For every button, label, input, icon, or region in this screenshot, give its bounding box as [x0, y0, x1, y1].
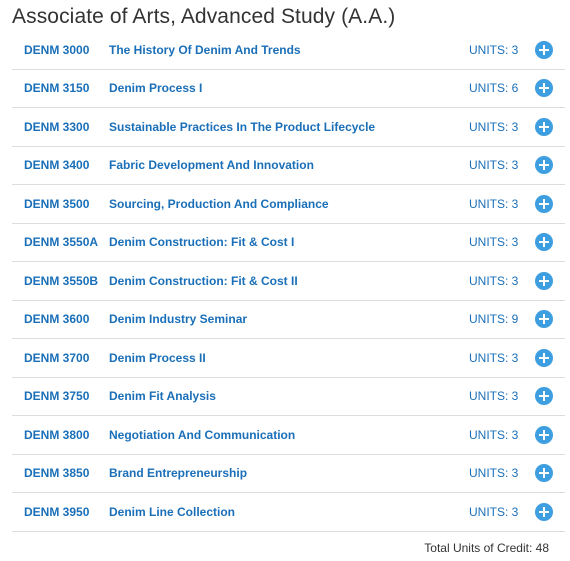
course-title-link[interactable]: Sustainable Practices In The Product Lifecycle	[109, 119, 376, 134]
course-units: UNITS: 6	[469, 81, 519, 96]
plus-circle-icon	[539, 122, 549, 132]
course-title-link[interactable]: Sourcing, Production And Compliance	[109, 196, 329, 211]
expand-course-button[interactable]	[535, 503, 553, 521]
course-code[interactable]: DENM 3150	[24, 81, 90, 96]
course-row[interactable]	[12, 108, 565, 147]
course-code[interactable]: DENM 3300	[24, 119, 90, 134]
course-row[interactable]	[12, 339, 565, 378]
plus-circle-icon	[539, 430, 549, 440]
course-row[interactable]	[12, 147, 565, 186]
total-units-credit: Total Units of Credit: 48	[424, 541, 549, 555]
course-units: UNITS: 3	[469, 504, 519, 519]
expand-course-button[interactable]	[535, 426, 553, 444]
course-row[interactable]	[12, 31, 565, 70]
expand-course-button[interactable]	[535, 79, 553, 97]
plus-circle-icon	[539, 507, 549, 517]
course-units: UNITS: 3	[469, 273, 519, 288]
course-row[interactable]	[12, 416, 565, 455]
course-title-link[interactable]: Denim Line Collection	[109, 504, 236, 519]
course-code[interactable]: DENM 3700	[24, 350, 90, 365]
expand-course-button[interactable]	[535, 464, 553, 482]
course-code[interactable]: DENM 3400	[24, 158, 90, 173]
course-units: UNITS: 3	[469, 350, 519, 365]
course-title-link[interactable]: Denim Industry Seminar	[109, 312, 248, 327]
course-units: UNITS: 9	[469, 312, 519, 327]
expand-course-button[interactable]	[535, 272, 553, 290]
course-row[interactable]	[12, 378, 565, 417]
course-row[interactable]	[12, 185, 565, 224]
course-title-link[interactable]: Denim Construction: Fit & Cost I	[109, 235, 295, 250]
course-code[interactable]: DENM 3950	[24, 504, 90, 519]
plus-circle-icon	[539, 391, 549, 401]
course-code[interactable]: DENM 3500	[24, 196, 90, 211]
expand-course-button[interactable]	[535, 310, 553, 328]
course-title-link[interactable]: Denim Process II	[109, 350, 206, 365]
course-title-link[interactable]: Denim Fit Analysis	[109, 389, 216, 404]
course-title-link[interactable]: Fabric Development And Innovation	[109, 158, 314, 173]
course-units: UNITS: 3	[469, 196, 519, 211]
course-title-link[interactable]: Denim Construction: Fit & Cost II	[109, 273, 298, 288]
course-row[interactable]	[12, 70, 565, 109]
expand-course-button[interactable]	[535, 156, 553, 174]
course-code[interactable]: DENM 3550B	[24, 273, 99, 288]
plus-circle-icon	[539, 468, 549, 478]
course-row[interactable]	[12, 224, 565, 263]
course-code[interactable]: DENM 3750	[24, 389, 90, 404]
course-units: UNITS: 3	[469, 389, 519, 404]
plus-circle-icon	[539, 353, 549, 363]
course-row[interactable]	[12, 493, 565, 532]
course-code[interactable]: DENM 3600	[24, 312, 90, 327]
plus-circle-icon	[539, 45, 549, 55]
plus-circle-icon	[539, 199, 549, 209]
expand-course-button[interactable]	[535, 195, 553, 213]
plus-circle-icon	[539, 83, 549, 93]
page-title: Associate of Arts, Advanced Study (A.A.)	[12, 5, 396, 28]
expand-course-button[interactable]	[535, 233, 553, 251]
course-title-link[interactable]: Denim Process I	[109, 81, 203, 96]
plus-circle-icon	[539, 276, 549, 286]
course-units: UNITS: 3	[469, 235, 519, 250]
course-units: UNITS: 3	[469, 466, 519, 481]
course-units: UNITS: 3	[469, 427, 519, 442]
plus-circle-icon	[539, 314, 549, 324]
course-row[interactable]	[12, 455, 565, 494]
course-row[interactable]	[12, 301, 565, 340]
expand-course-button[interactable]	[535, 118, 553, 136]
course-title-link[interactable]: Negotiation And Communication	[109, 427, 296, 442]
course-code[interactable]: DENM 3800	[24, 427, 90, 442]
expand-course-button[interactable]	[535, 349, 553, 367]
course-code[interactable]: DENM 3850	[24, 466, 90, 481]
course-code[interactable]: DENM 3550A	[24, 235, 99, 250]
expand-course-button[interactable]	[535, 387, 553, 405]
course-code[interactable]: DENM 3000	[24, 42, 90, 57]
plus-circle-icon	[539, 160, 549, 170]
expand-course-button[interactable]	[535, 41, 553, 59]
course-units: UNITS: 3	[469, 158, 519, 173]
course-units: UNITS: 3	[469, 119, 519, 134]
course-list	[12, 31, 565, 532]
course-title-link[interactable]: Brand Entrepreneurship	[109, 466, 248, 481]
course-row[interactable]	[12, 262, 565, 301]
plus-circle-icon	[539, 237, 549, 247]
course-units: UNITS: 3	[469, 42, 519, 57]
course-title-link[interactable]: The History Of Denim And Trends	[109, 42, 301, 57]
